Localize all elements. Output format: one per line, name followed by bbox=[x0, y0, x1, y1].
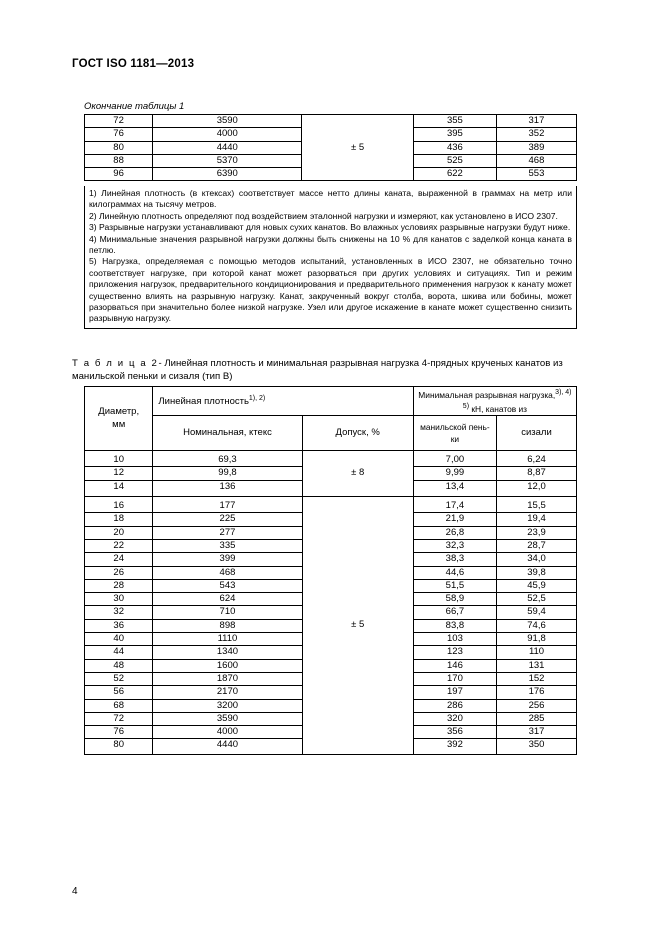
header-breaking-sup2: 5) bbox=[462, 403, 470, 411]
cell-nominal: 1870 bbox=[153, 672, 302, 685]
header-manila-line2: ки bbox=[450, 434, 460, 445]
cell-diameter: 56 bbox=[85, 686, 153, 699]
table-row bbox=[85, 115, 577, 128]
table2-header-row-1 bbox=[85, 387, 577, 416]
header-breaking-text: Минимальная разрывная нагрузка, bbox=[418, 389, 556, 400]
table1-footnotes bbox=[84, 186, 577, 329]
header-tolerance: Допуск, % bbox=[302, 416, 413, 451]
cell-nominal: 5370 bbox=[153, 154, 302, 167]
cell-sisal: 39,8 bbox=[497, 566, 577, 579]
cell-diameter: 16 bbox=[85, 497, 153, 513]
cell-manila: 26,8 bbox=[413, 526, 496, 539]
cell-diameter: 10 bbox=[85, 451, 153, 467]
cell-diameter: 80 bbox=[85, 739, 153, 754]
cell-manila: 58,9 bbox=[413, 593, 496, 606]
cell-diameter: 26 bbox=[85, 566, 153, 579]
cell-nominal: 399 bbox=[153, 553, 302, 566]
header-breaking-load bbox=[413, 387, 576, 416]
cell-manila: 355 bbox=[413, 115, 496, 128]
cell-diameter: 40 bbox=[85, 633, 153, 646]
cell-manila: 17,4 bbox=[413, 497, 496, 513]
header-linear-density bbox=[153, 387, 413, 416]
cell-manila: 13,4 bbox=[413, 480, 496, 496]
cell-nominal: 99,8 bbox=[153, 467, 302, 480]
cell-manila: 286 bbox=[413, 699, 496, 712]
cell-nominal: 177 bbox=[153, 497, 302, 513]
cell-nominal: 69,3 bbox=[153, 451, 302, 467]
table2-header-row-2 bbox=[85, 416, 577, 451]
cell-nominal: 335 bbox=[153, 539, 302, 552]
cell-sisal: 8,87 bbox=[497, 467, 577, 480]
cell-nominal: 3200 bbox=[153, 699, 302, 712]
table-row bbox=[85, 497, 577, 513]
cell-tolerance: ± 5 bbox=[302, 115, 413, 181]
cell-nominal: 2170 bbox=[153, 686, 302, 699]
cell-nominal: 1110 bbox=[153, 633, 302, 646]
cell-diameter: 52 bbox=[85, 672, 153, 685]
cell-sisal: 350 bbox=[497, 739, 577, 754]
cell-nominal: 4440 bbox=[153, 141, 302, 154]
cell-diameter: 72 bbox=[85, 115, 153, 128]
cell-diameter: 88 bbox=[85, 154, 153, 167]
cell-tolerance: ± 8 bbox=[302, 451, 413, 497]
cell-manila: 44,6 bbox=[413, 566, 496, 579]
footnote-5: 5) Нагрузка, определяемая с помощью методов испытаний, установленных в ИСО 2307, не обязательно точно соответствует нагрузке, при которой канат может разорваться при других условиях и ситуациях. Тип и режим приложения нагрузок, предварительного кондиционирования и предварительного применения нагрузок к канату может существенно влиять на разрывную нагрузку. Канат, закрученный вокруг столба, ворота, шкива или бобины, может разорваться при значительно более низкой нагрузке. Узел или другое искажение в канате может существенно снизить разрывную нагрузку. bbox=[89, 256, 572, 324]
cell-nominal: 225 bbox=[153, 513, 302, 526]
cell-diameter: 36 bbox=[85, 619, 153, 632]
cell-manila: 320 bbox=[413, 712, 496, 725]
page-header-title: ГОСТ ISO 1181—2013 bbox=[72, 58, 195, 70]
cell-diameter: 14 bbox=[85, 480, 153, 496]
header-linear-density-sup: 1), 2) bbox=[248, 395, 266, 403]
cell-manila: 123 bbox=[413, 646, 496, 659]
cell-nominal: 277 bbox=[153, 526, 302, 539]
cell-diameter: 24 bbox=[85, 553, 153, 566]
cell-manila: 197 bbox=[413, 686, 496, 699]
table2-caption-label: Т а б л и ц а 2 bbox=[72, 358, 159, 369]
cell-manila: 7,00 bbox=[413, 451, 496, 467]
cell-sisal: 317 bbox=[496, 115, 576, 128]
cell-sisal: 317 bbox=[497, 726, 577, 739]
cell-nominal: 1340 bbox=[153, 646, 302, 659]
cell-diameter: 22 bbox=[85, 539, 153, 552]
cell-sisal: 131 bbox=[497, 659, 577, 672]
cell-nominal: 136 bbox=[153, 480, 302, 496]
cell-nominal: 3590 bbox=[153, 712, 302, 725]
table1-continuation-caption: Окончание таблицы 1 bbox=[84, 101, 185, 112]
cell-diameter: 96 bbox=[85, 168, 153, 181]
cell-manila: 392 bbox=[413, 739, 496, 754]
cell-manila: 9,99 bbox=[413, 467, 496, 480]
footnote-2: 2) Линейную плотность определяют под воздействием эталонной нагрузки и измеряют, как установлено в ИСО 2307. bbox=[89, 210, 558, 221]
table2 bbox=[84, 386, 577, 755]
header-breaking-text2: кН, канатов из bbox=[469, 403, 528, 414]
cell-sisal: 12,0 bbox=[497, 480, 577, 496]
cell-sisal: 256 bbox=[497, 699, 577, 712]
cell-manila: 395 bbox=[413, 128, 496, 141]
header-diameter-line1: Диаметр, bbox=[98, 406, 140, 418]
cell-manila: 170 bbox=[413, 672, 496, 685]
cell-manila: 83,8 bbox=[413, 619, 496, 632]
header-diameter bbox=[85, 387, 153, 451]
cell-sisal: 74,6 bbox=[497, 619, 577, 632]
cell-diameter: 18 bbox=[85, 513, 153, 526]
cell-sisal: 389 bbox=[496, 141, 576, 154]
cell-nominal: 898 bbox=[153, 619, 302, 632]
table-row bbox=[85, 451, 577, 467]
cell-diameter: 20 bbox=[85, 526, 153, 539]
cell-nominal: 710 bbox=[153, 606, 302, 619]
cell-manila: 32,3 bbox=[413, 539, 496, 552]
cell-sisal: 176 bbox=[497, 686, 577, 699]
table1-continuation bbox=[84, 114, 577, 181]
cell-nominal: 543 bbox=[153, 579, 302, 592]
cell-sisal: 91,8 bbox=[497, 633, 577, 646]
footnote-3: 3) Разрывные нагрузки устанавливают для новых сухих канатов. Во влажных условиях разрывные нагрузки будут ниже. bbox=[89, 222, 571, 233]
cell-sisal: 15,5 bbox=[497, 497, 577, 513]
cell-nominal: 6390 bbox=[153, 168, 302, 181]
table2-caption bbox=[72, 358, 582, 383]
header-manila-line1: манильской пень- bbox=[420, 421, 490, 432]
header-nominal: Номинальная, ктекс bbox=[153, 416, 302, 451]
footnote-1: 1) Линейная плотность (в ктексах) соответствует массе нетто длины каната, выраженной в граммах на метр или килограммах на тысячу метров. bbox=[89, 188, 572, 210]
cell-nominal: 468 bbox=[153, 566, 302, 579]
cell-diameter: 68 bbox=[85, 699, 153, 712]
cell-diameter: 30 bbox=[85, 593, 153, 606]
cell-sisal: 152 bbox=[497, 672, 577, 685]
cell-nominal: 1600 bbox=[153, 659, 302, 672]
cell-sisal: 6,24 bbox=[497, 451, 577, 467]
cell-diameter: 48 bbox=[85, 659, 153, 672]
cell-manila: 38,3 bbox=[413, 553, 496, 566]
cell-sisal: 468 bbox=[496, 154, 576, 167]
header-manila bbox=[413, 416, 496, 451]
cell-sisal: 59,4 bbox=[497, 606, 577, 619]
cell-manila: 436 bbox=[413, 141, 496, 154]
cell-sisal: 45,9 bbox=[497, 579, 577, 592]
cell-diameter: 32 bbox=[85, 606, 153, 619]
cell-manila: 356 bbox=[413, 726, 496, 739]
cell-diameter: 80 bbox=[85, 141, 153, 154]
cell-manila: 622 bbox=[413, 168, 496, 181]
cell-sisal: 52,5 bbox=[497, 593, 577, 606]
cell-sisal: 110 bbox=[497, 646, 577, 659]
header-sisal: сизали bbox=[497, 416, 577, 451]
header-linear-density-text: Линейная плотность bbox=[158, 396, 249, 408]
header-diameter-line2: мм bbox=[112, 418, 126, 430]
cell-sisal: 28,7 bbox=[497, 539, 577, 552]
cell-diameter: 28 bbox=[85, 579, 153, 592]
cell-manila: 51,5 bbox=[413, 579, 496, 592]
cell-diameter: 12 bbox=[85, 467, 153, 480]
cell-manila: 103 bbox=[413, 633, 496, 646]
table2-caption-text: - Линейная плотность и минимальная разрывная нагрузка 4-прядных крученых канатов из манильской пеньки и сизаля (тип В) bbox=[72, 358, 563, 382]
cell-diameter: 76 bbox=[85, 128, 153, 141]
cell-manila: 66,7 bbox=[413, 606, 496, 619]
cell-sisal: 285 bbox=[497, 712, 577, 725]
cell-sisal: 23,9 bbox=[497, 526, 577, 539]
cell-sisal: 352 bbox=[496, 128, 576, 141]
cell-manila: 525 bbox=[413, 154, 496, 167]
cell-nominal: 4440 bbox=[153, 739, 302, 754]
cell-tolerance: ± 5 bbox=[302, 497, 413, 755]
cell-nominal: 4000 bbox=[153, 128, 302, 141]
cell-manila: 21,9 bbox=[413, 513, 496, 526]
cell-sisal: 34,0 bbox=[497, 553, 577, 566]
footnote-4: 4) Минимальные значения разрывной нагрузки должны быть снижены на 10 % для канатов с заделкой конца каната в петлю. bbox=[89, 233, 572, 256]
header-breaking-sup: 3), 4) bbox=[555, 389, 572, 396]
cell-diameter: 44 bbox=[85, 646, 153, 659]
page-number: 4 bbox=[72, 886, 78, 897]
cell-sisal: 553 bbox=[496, 168, 576, 181]
cell-nominal: 624 bbox=[153, 593, 302, 606]
cell-nominal: 4000 bbox=[153, 726, 302, 739]
cell-nominal: 3590 bbox=[153, 115, 302, 128]
cell-diameter: 76 bbox=[85, 726, 153, 739]
cell-sisal: 19,4 bbox=[497, 513, 577, 526]
cell-diameter: 72 bbox=[85, 712, 153, 725]
cell-manila: 146 bbox=[413, 659, 496, 672]
